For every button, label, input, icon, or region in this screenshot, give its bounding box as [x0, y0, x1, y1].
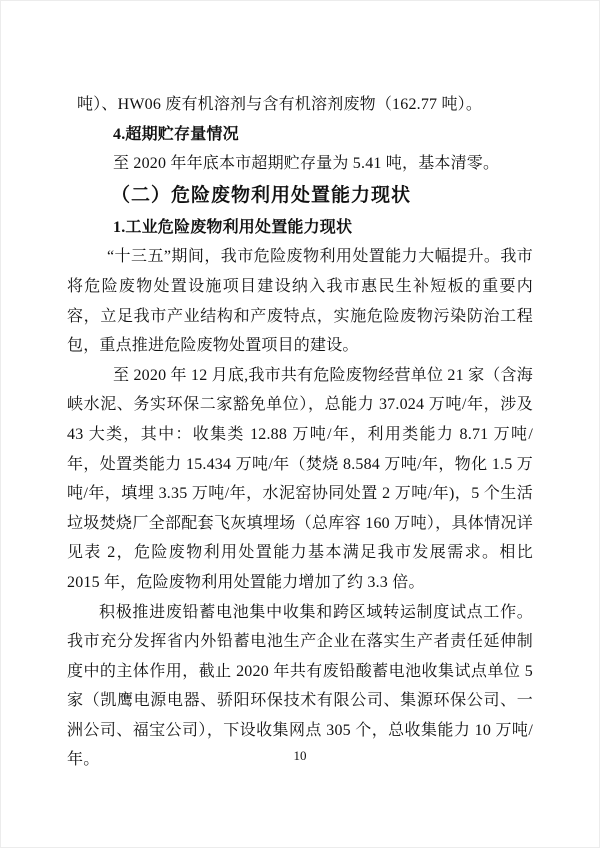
- page-number: 10: [293, 748, 307, 763]
- heading-overdue-storage: 4.超期贮存量情况: [113, 125, 239, 143]
- paragraph-lead-battery-collection: 积极推进废铅蓄电池集中收集和跨区域转运制度试点工作。我市充分发挥省内外铅蓄电池生产企业在落实生产者责任延伸制度中的主体作用，截止 2020 年共有废铅酸蓄电池收集试点单位 5 家（凯鹰电源电器、骄阳环保技术有限公司、集源环保公司、一洲公司、福宝公司），下设收集网点 305 个，总收集能力 10 万吨/年。: [67, 603, 533, 769]
- section-heading-disposal-capacity: （二）危险废物利用处置能力现状: [111, 184, 412, 206]
- paragraph-13th-five-year-plan: “十三五”期间，我市危险废物利用处置能力大幅提升。我市将危险废物处置设施项目建设纳入我市惠民生补短板的重要内容，立足我市产业结构和产废特点，实施危险废物污染防治工程包，重点推进危险废物处置项目的建设。: [67, 248, 533, 355]
- paragraph-overdue-storage: 至 2020 年年底本市超期贮存量为 5.41 吨，基本清零。: [113, 155, 500, 173]
- subsection-heading-industrial-capacity: 1.工业危险废物利用处置能力现状: [113, 218, 353, 236]
- paragraph-operating-units-capacity: 至 2020 年 12 月底,我市共有危险废物经营单位 21 家（含海峡水泥、务实环保二家豁免单位），总能力 37.024 万吨/年，涉及 43 大类，其中：收集类 12.88 万吨/年，利用类能力 8.71 万吨/年，处置类能力 15.434 万吨/年（焚烧 8.584 万吨/年，物化 1.5 万吨/年，填埋 3.35 万吨/年，水泥窑协同处置 2 万吨/年)，5 个生活垃圾焚烧厂全部配套飞灰填埋场（总库容 160 万吨），具体情况详见表 2，危险废物利用处置能力基本满足我市发展需求。相比 2015 年，危险废物利用处置能力增加了约 3.3 倍。: [67, 366, 533, 591]
- page-footer: [1, 747, 599, 765]
- paragraph-hw06-continuation: 吨）、HW06 废有机溶剂与含有机溶剂废物（162.77 吨）。: [77, 96, 483, 113]
- document-content: [67, 90, 533, 775]
